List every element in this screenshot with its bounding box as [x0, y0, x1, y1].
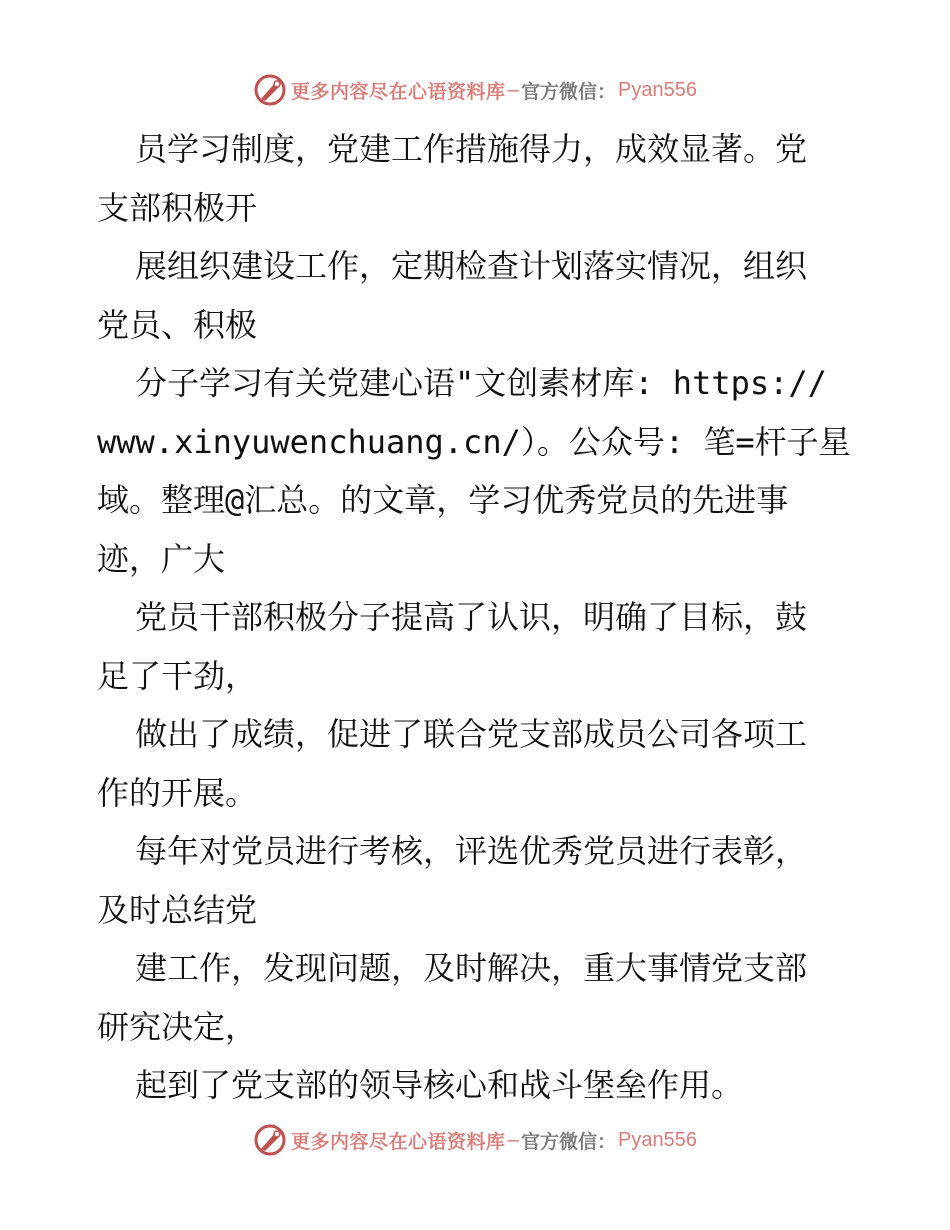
header-text: 更多内容尽在心语资料库 — [291, 80, 506, 103]
footer-text: 更多内容尽在心语资料库 — [291, 1130, 506, 1153]
footer-dash: — — [507, 1129, 519, 1151]
body-line: 足了干劲， — [97, 656, 258, 695]
body-line: 党员、积极 — [97, 305, 258, 344]
body-line: 支部积极开 — [97, 188, 258, 227]
body-line: 每年对党员进行考核，评选优秀党员进行表彰， — [135, 832, 808, 870]
body-line: 及时总结党 — [97, 890, 258, 929]
body-line: 起到了党支部的领导核心和战斗堡垒作用。 — [135, 1066, 744, 1104]
body-line: 员学习制度，党建工作措施得力，成效显著。党 — [135, 130, 808, 168]
body-line: 迹，广大 — [97, 539, 226, 578]
document-body — [97, 120, 857, 1115]
body-line: www.xinyuwenchuang.cn/）。公众号: 笔=杆子星 — [97, 422, 851, 461]
header-label: 官方微信： — [520, 80, 616, 103]
header-account: Pyan556 — [618, 78, 697, 101]
pen-logo-icon — [253, 73, 287, 107]
body-line: 域。整理@汇总。的文章，学习优秀党员的先进事 — [97, 481, 789, 519]
footer-banner — [0, 1120, 950, 1160]
body-line: 作的开展。 — [97, 773, 258, 812]
body-line: 分子学习有关党建心语"文创素材库: https:// — [135, 364, 827, 402]
body-line: 做出了成绩，促进了联合党支部成员公司各项工 — [135, 715, 808, 753]
footer-label: 官方微信： — [520, 1130, 616, 1153]
pen-logo-icon — [253, 1123, 287, 1157]
footer-account: Pyan556 — [618, 1128, 697, 1151]
body-line: 研究决定， — [97, 1007, 258, 1046]
header-dash: — — [507, 79, 519, 101]
header-banner — [0, 70, 950, 110]
body-line: 展组织建设工作，定期检查计划落实情况，组织 — [135, 247, 808, 285]
body-line: 党员干部积极分子提高了认识，明确了目标，鼓 — [135, 598, 808, 636]
body-line: 建工作，发现问题，及时解决，重大事情党支部 — [135, 949, 808, 987]
